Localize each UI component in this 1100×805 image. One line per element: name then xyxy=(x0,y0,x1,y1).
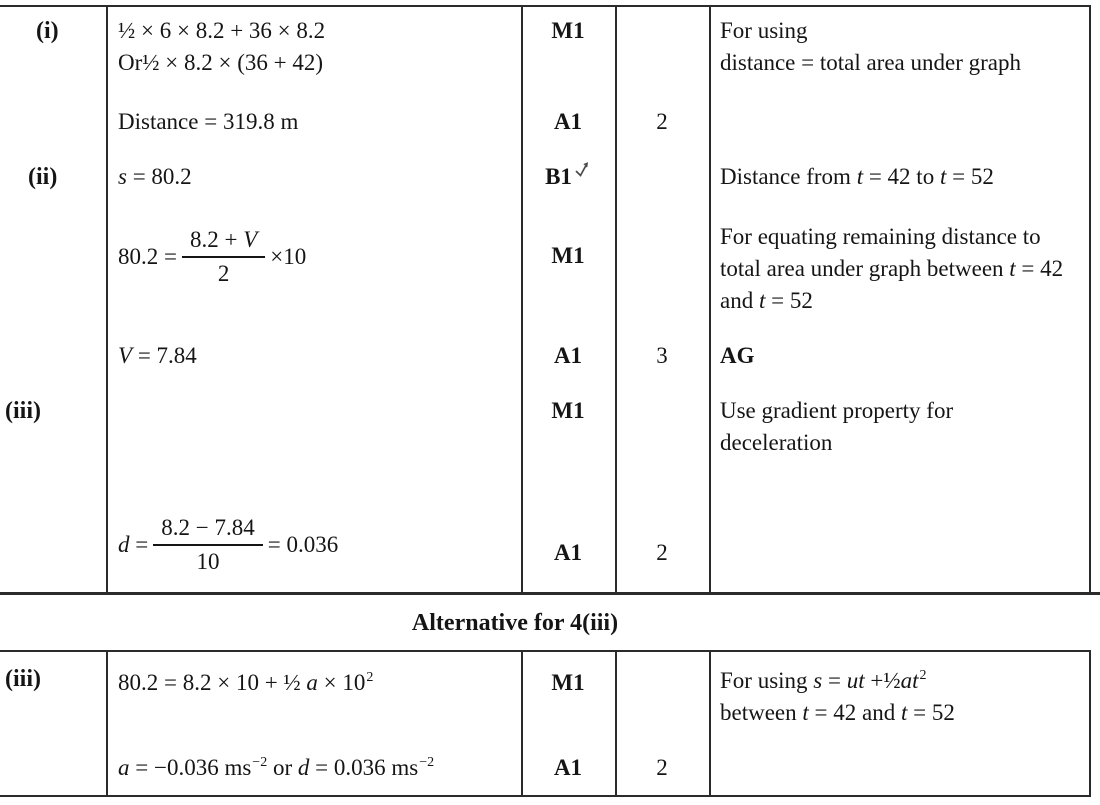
mark-code-a1: A1 xyxy=(553,343,583,368)
working-line: Or½ × 8.2 × (36 + 42) xyxy=(118,50,324,75)
mark-code-m1: M1 xyxy=(551,398,585,423)
working-line: a = −0.036 $ms^{-2}$ or d = 0.036 $ms^{-2}$ xyxy=(118,755,435,780)
mark-code-a1: A1 xyxy=(553,540,583,565)
checkmark-icon xyxy=(574,156,591,186)
column-divider-label-work xyxy=(106,5,108,594)
column-divider-mark-total xyxy=(615,5,617,594)
comment-line: Distance from t = 42 to t = 52 xyxy=(720,164,994,189)
part-label-iii: (iii) xyxy=(5,398,41,424)
table-border-bottom xyxy=(0,795,1091,797)
column-divider-label-work-alt xyxy=(106,650,108,797)
total-marks: 2 xyxy=(656,755,668,780)
working-line: V = 7.84 xyxy=(118,343,197,368)
total-marks: 2 xyxy=(656,540,668,565)
fraction xyxy=(182,227,265,287)
equation-fraction xyxy=(118,214,306,300)
fraction-numerator: 8.2 − 7.84 xyxy=(153,515,262,546)
mark-code-m1: M1 xyxy=(551,670,585,695)
comment-line: deceleration xyxy=(720,430,833,455)
mark-code-b1: B1 xyxy=(521,162,615,194)
fraction-numerator: 8.2 + V xyxy=(182,227,265,258)
total-marks: 3 xyxy=(656,343,668,368)
table-border-below-alternative xyxy=(0,650,1091,652)
column-divider-total-comment xyxy=(709,5,711,594)
comment-line: For using xyxy=(720,18,808,43)
table-border-top xyxy=(0,5,1091,7)
table-border-right xyxy=(1089,5,1091,594)
working-line: 80.2 = 8.2 × 10 + ½ $a \times 10^2$ xyxy=(118,670,374,695)
comment-line: total area under graph between t = 42 xyxy=(720,256,1064,281)
equation-prefix: 80.2 = xyxy=(118,244,177,269)
alternative-section-header: Alternative for 4(iii) xyxy=(411,610,619,636)
mark-code-m1: M1 xyxy=(551,243,585,268)
equation-prefix: d = xyxy=(118,532,149,557)
part-label-ii: (ii) xyxy=(28,164,58,190)
comment-line: For using s = ut $+\frac{1}{2}at^2$ xyxy=(720,668,927,693)
comment-line: between t = 42 and t = 52 xyxy=(720,700,955,725)
table-border-right-alt xyxy=(1089,650,1091,797)
fraction xyxy=(153,515,262,575)
comment-line: Use gradient property for xyxy=(720,398,954,423)
column-divider-total-comment-alt xyxy=(709,650,711,797)
table-border-above-alternative xyxy=(0,592,1100,595)
working-line: s = 80.2 xyxy=(118,164,192,189)
fraction-denominator: 10 xyxy=(196,549,220,574)
mark-code-a1: A1 xyxy=(553,109,583,134)
comment-line: For equating remaining distance to xyxy=(720,224,1041,249)
equation-suffix: = 0.036 xyxy=(267,532,339,557)
part-label-iii-alt: (iii) xyxy=(5,666,41,692)
mark-code-m1: M1 xyxy=(551,18,585,43)
equation-suffix: ×10 xyxy=(270,244,307,269)
comment-line: and t = 52 xyxy=(720,288,813,313)
part-label-i: (i) xyxy=(36,18,59,44)
comment-ag: AG xyxy=(720,343,755,368)
equation-fraction xyxy=(118,500,338,590)
column-divider-work-mark xyxy=(521,5,523,594)
working-line: ½ × 6 × 8.2 + 36 × 8.2 xyxy=(118,18,326,43)
fraction-denominator: 2 xyxy=(217,261,230,286)
working-line: Distance = 319.8 m xyxy=(118,109,299,134)
mark-code-a1: A1 xyxy=(553,755,583,780)
total-marks: 2 xyxy=(656,109,668,134)
comment-line: distance = total area under graph xyxy=(720,50,1021,75)
